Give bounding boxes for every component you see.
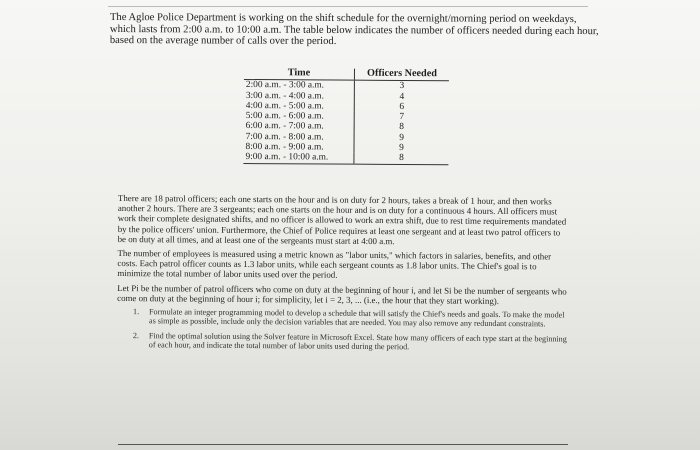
time-cell: 7:00 a.m. - 8:00 a.m. — [245, 131, 324, 143]
table-row — [243, 152, 448, 164]
officers-cell: 8 — [354, 153, 449, 164]
officers-cell: 4 — [354, 91, 449, 102]
officers-cell: 3 — [354, 80, 449, 91]
variables-paragraph: Let Pi be the number of patrol officers who come on duty at the beginning of hour i, and let Si be the number of sergeants who come on duty at the beginning of hour i; for simplicity, let i = 2, 3, ... (i.e., the hour that they start working). — [117, 282, 567, 306]
task-list — [117, 307, 569, 353]
table-row — [244, 80, 449, 92]
time-cell: 8:00 a.m. - 9:00 a.m. — [245, 142, 324, 153]
time-cell: 2:00 a.m. - 3:00 a.m. — [245, 80, 325, 91]
time-cell: 5:00 a.m. - 6:00 a.m. — [245, 111, 324, 122]
list-item — [127, 307, 569, 329]
intro-paragraph: The Agloe Police Department is working on the shift schedule for the overnight/morning period on weekdays, which lasts from 2:00 a.m. to 10:00 a.m. The table below indicates the number of officers needed during each hour, based on the average number of calls over the period. — [109, 12, 599, 48]
time-cell: 4:00 a.m. - 5:00 a.m. — [245, 100, 324, 112]
officers-cell: 9 — [354, 132, 449, 143]
labor-units-paragraph: The number of employees is measured using a metric known as "labor units," which factors in salaries, benefits, and other costs. Each patrol officer counts as 1.3 labor units, while each sergeant counts as 1.8 labor units. The Chief's goal is to minimize the total number of labor units used over the period. — [117, 248, 552, 281]
problem-body — [117, 193, 570, 358]
task-text: Formulate an integer programming model to develop a schedule that will satisfy the Chief's needs and goals. To make the model as simple as possible, include only the decision variables that are needed. You may also remove any redundant constraints. — [148, 307, 565, 329]
time-column-header: Time — [244, 68, 355, 80]
time-cell: 9:00 a.m. - 10:00 a.m. — [243, 152, 354, 163]
task-number: 2. — [132, 330, 139, 341]
officers-cell: 6 — [354, 102, 449, 113]
bottom-divider — [118, 444, 568, 445]
officers-cell: 7 — [354, 112, 449, 123]
intro-section — [110, 12, 600, 49]
officer-schedule-table — [243, 68, 449, 165]
task-text: Find the optimal solution using the Solver feature in Microsoft Excel. State how many officers of each type start at the beginning of each hour, and indicate the total number of labor units used during the period. — [148, 331, 567, 352]
list-item — [127, 331, 569, 353]
staffing-rules-paragraph: There are 18 patrol officers; each one starts on the hour and is on duty for 2 hours, takes a break of 1 hour, and then works another 2 hours. There are 3 sergeants; each one starts on the hour and is on duty for a continuous 4 hours. All officers must work their complete designated shifts, and no officer is allowed to work an extra shift, due to rest time requirements mandated by the police officers' union. Furthermore, the Chief of Police requires at least one sergeant and at least two patrol officers to be on duty at all times, and at least one of the sergeants must start at 4:00 a.m. — [117, 193, 567, 246]
top-divider — [108, 6, 588, 7]
time-cell: 6:00 a.m. - 7:00 a.m. — [245, 121, 324, 132]
time-cell: 3:00 a.m. - 4:00 a.m. — [245, 90, 324, 102]
officers-column-header: Officers Needed — [354, 69, 449, 81]
officers-cell: 9 — [354, 143, 449, 154]
task-number: 1. — [133, 307, 140, 317]
officers-cell: 8 — [354, 122, 449, 133]
